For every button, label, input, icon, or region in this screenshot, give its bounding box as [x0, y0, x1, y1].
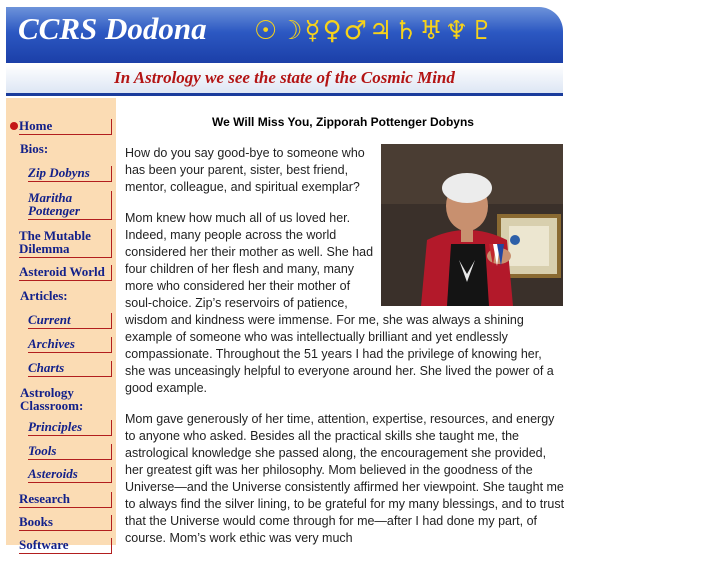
nav-home[interactable]: [19, 119, 112, 135]
nav-current[interactable]: Current: [28, 313, 112, 329]
article-paragraph-1: How do you say good-bye to someone who has been your parent, sister, best friend, mentor, colleague, and spiritual exemplar?: [125, 146, 365, 194]
nav-home-label: Home: [19, 118, 53, 133]
nav-charts[interactable]: Charts: [28, 361, 112, 377]
article-paragraph-2: Mom knew how much all of us loved her. Indeed, many people across the world considered her their mother as well. She had four children of her flesh and many, many more who considered her their mother of soul-choice. Zip’s reservoirs of patience, wisdom and kindness were immense. For me, she was always a shining example of someone who was intellectually brilliant and yet endlessly compassionate. Throughout the 51 years I had the privilege of knowing her, she was unceasingly helpful to everyone around her. She lived the power of a good example.: [125, 211, 554, 395]
article-body: [125, 145, 565, 561]
nav-asteroid-world[interactable]: Asteroid World: [19, 265, 112, 281]
nav-maritha-line1: Maritha: [28, 190, 73, 205]
page-title: We Will Miss You, Zipporah Pottenger Dobyns: [212, 115, 474, 129]
nav-heading-classroom: [20, 386, 83, 412]
nav-principles[interactable]: Principles: [28, 420, 112, 436]
site-title: CCRS Dodona: [18, 11, 207, 46]
nav-software[interactable]: Software: [19, 538, 112, 554]
nav-books[interactable]: Books: [19, 515, 112, 531]
article-paragraph-3: Mom gave generously of her time, attention, expertise, resources, and energy to anyone who asked. Besides all the practical skills she taught me, the astrological knowledge she passed along, the encouragement she provided, her greatest gift was her philosophy. Mom believed in the goodness of the Universe—and the Universe consistently affirmed her viewpoint. She taught me to always find the silver lining, to be grateful for my many blessings, and to trust that the Universe would come through for me—after I had done my part, of course. Mom’s work ethic was very much: [125, 412, 565, 545]
nav-research[interactable]: Research: [19, 492, 112, 508]
nav-tools[interactable]: Tools: [28, 444, 112, 460]
nav-maritha-line2: Pottenger: [28, 203, 80, 218]
nav-heading-articles: Articles:: [20, 288, 68, 303]
nav-mutable-line1: The Mutable: [19, 228, 91, 243]
nav-maritha-pottenger[interactable]: [28, 191, 112, 220]
photo-spacer: [375, 145, 565, 310]
nav-zip-dobyns[interactable]: Zip Dobyns: [28, 166, 112, 182]
nav-mutable-dilemma[interactable]: [19, 229, 112, 258]
bullet-icon: [10, 122, 18, 130]
nav-asteroids[interactable]: Asteroids: [28, 467, 112, 483]
nav-classroom-line1: Astrology: [20, 385, 74, 400]
nav-heading-bios: Bios:: [20, 141, 49, 156]
nav-mutable-line2: Dilemma: [19, 241, 70, 256]
tagline-bar: [6, 64, 563, 96]
site-banner: [6, 7, 563, 63]
nav-classroom-line2: Classroom:: [20, 398, 84, 413]
sidebar-nav: [6, 98, 116, 552]
tagline: In Astrology we see the state of the Cosmic Mind: [114, 68, 455, 87]
nav-archives[interactable]: Archives: [28, 337, 112, 353]
planet-symbols: ☉☽☿♀♂♃♄♅♆♇: [254, 16, 496, 46]
